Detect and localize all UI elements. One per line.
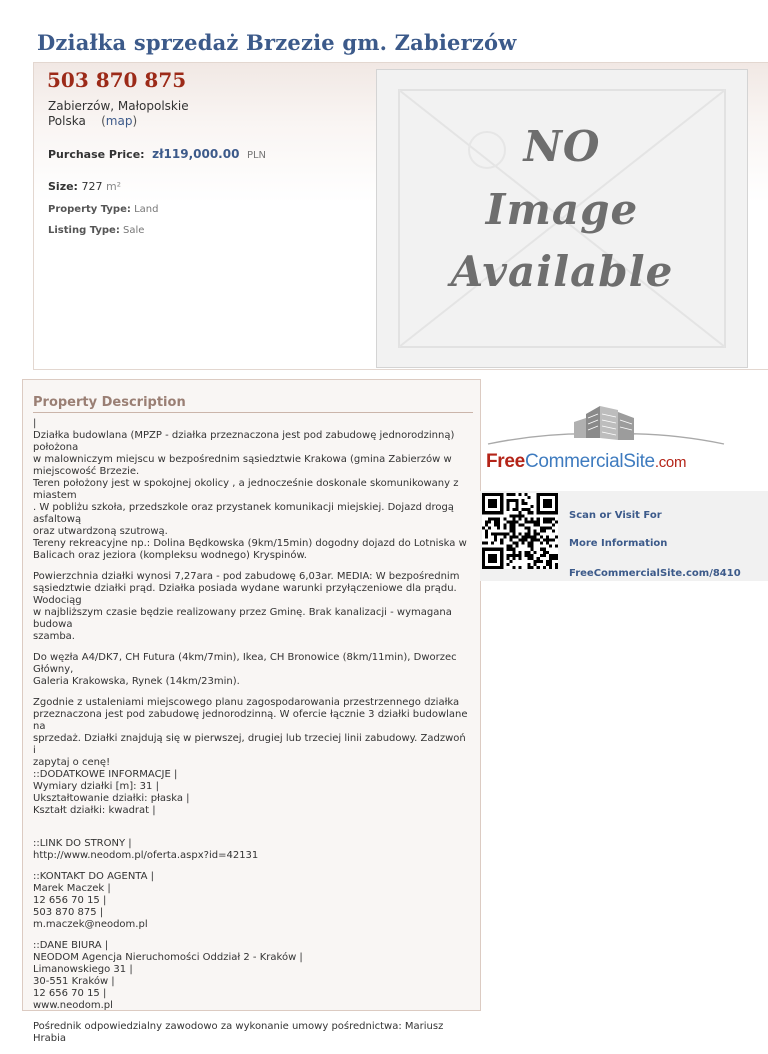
description-line: zapytaj o cenę! — [33, 757, 111, 768]
size-unit: m² — [105, 180, 122, 193]
listing-type-label: Listing Type: — [48, 225, 120, 236]
listing-city-region: Zabierzów, Małopolskie — [48, 99, 189, 113]
description-line: 12 656 70 15 | — [33, 988, 107, 999]
description-line: sąsiedztwie działki prąd. Działka posiada wydane warunki przyłączeniowe dla prądu. Wodociąg — [33, 583, 457, 606]
description-line: Marek Maczek | — [33, 883, 111, 894]
description-line: Zgodnie z ustaleniami miejscowego planu zagospodarowania przestrzennego działka — [33, 697, 460, 708]
description-line: szamba. — [33, 631, 75, 642]
description-paragraph — [33, 418, 471, 562]
price-value: zł119,000.00 — [152, 147, 240, 161]
description-line: . W pobliżu szkoła, przedszkole oraz przystanek komunikacji miejskiej. Dojazd drogą asfaltową — [33, 502, 454, 525]
no-image-text-3: Available — [450, 247, 674, 296]
description-line: m.maczek@neodom.pl — [33, 919, 148, 930]
lot-size — [48, 180, 121, 193]
size-value: 727 — [81, 180, 103, 193]
description-line: ::LINK DO STRONY | — [33, 838, 132, 849]
property-description-body — [33, 418, 471, 1054]
description-line: http://www.neodom.pl/oferta.aspx?id=42131 — [33, 850, 259, 861]
listing-phone: 503 870 875 — [47, 68, 187, 92]
description-paragraph — [33, 871, 471, 931]
description-line: ::KONTAKT DO AGENTA | — [33, 871, 155, 882]
description-paragraph — [33, 697, 471, 817]
map-close-paren: ) — [132, 114, 138, 128]
listing-country: Polska — [48, 114, 86, 128]
description-line: 12 656 70 15 | — [33, 895, 107, 906]
description-line: www.neodom.pl — [33, 1000, 113, 1011]
property-description-heading: Property Description — [33, 395, 473, 413]
listing-type-value: Sale — [123, 225, 145, 236]
description-paragraph — [33, 1021, 471, 1045]
description-line: ::DANE BIURA | — [33, 940, 109, 951]
map-open-paren: ( — [101, 114, 106, 128]
description-line: ::DODATKOWE INFORMACJE | — [33, 769, 178, 780]
description-line: 30-551 Kraków | — [33, 976, 115, 987]
page-title: Działka sprzedaż Brzezie gm. Zabierzów — [37, 30, 517, 55]
description-paragraph — [33, 571, 471, 643]
description-line: Tereny rekreacyjne np.: Dolina Będkowska (9km/15min) dogodny dojazd do Lotniska w — [33, 538, 467, 549]
logo-dotcom: .com — [654, 454, 687, 471]
description-line: miejscowość Brzezie. — [33, 466, 140, 477]
description-paragraph — [33, 838, 471, 862]
description-line: Wymiary działki [m]: 31 | — [33, 781, 159, 792]
scan-text-2: More Information — [569, 538, 668, 549]
no-image-text-2: Image — [485, 185, 639, 234]
scan-text-1: Scan or Visit For — [569, 510, 662, 521]
description-line: Pośrednik odpowiedzialny zawodowo za wykonanie umowy pośrednictwa: Mariusz Hrabia — [33, 1021, 444, 1044]
description-line: w najbliższym czasie będzie realizowany przez Gminę. Brak kanalizacji - wymagana budowa — [33, 607, 452, 630]
freecommercialsite-logo[interactable] — [486, 451, 686, 473]
description-line: Teren położony jest w spokojnej okolicy , a jednocześnie doskonale skomunikowany z miastem — [33, 478, 459, 501]
property-type-value: Land — [134, 204, 159, 215]
description-line: NEODOM Agencja Nieruchomości Oddział 2 - Kraków | — [33, 952, 303, 963]
logo-commercialsite: CommercialSite — [524, 451, 655, 472]
price-currency: PLN — [246, 150, 267, 161]
logo-free: Free — [486, 451, 525, 472]
description-line: Do węzła A4/DK7, CH Futura (4km/7min), Ikea, CH Bronowice (8km/11min), Dworzec Główny, — [33, 652, 457, 675]
property-type — [48, 204, 158, 215]
description-line: Galeria Krakowska, Rynek (14km/23min). — [33, 676, 240, 687]
description-line: Powierzchnia działki wynosi 7,27ara - pod zabudowę 6,03ar. MEDIA: W bezpośrednim — [33, 571, 460, 582]
price-label: Purchase Price: — [48, 148, 145, 161]
description-line: Ukształtowanie działki: płaska | — [33, 793, 190, 804]
description-line: w malowniczym miejscu w bezpośrednim sąsiedztwie Krakowa (gmina Zabierzów w — [33, 454, 452, 465]
purchase-price — [48, 147, 266, 161]
description-line: Balicach oraz jeziora (kompleksu wodnego) Kryspinów. — [33, 550, 307, 561]
listing-country-line — [48, 114, 137, 128]
description-line: | — [33, 418, 37, 429]
description-paragraph — [33, 940, 471, 1012]
description-line: sprzedaż. Działki znajdują się w pierwszej, drugiej lub trzeciej linii zabudowy. Zadzwoń i — [33, 733, 466, 756]
description-paragraph — [33, 652, 471, 688]
listing-type — [48, 225, 144, 236]
size-label: Size: — [48, 180, 78, 193]
qr-code-icon[interactable] — [482, 493, 558, 569]
description-line: 503 870 875 | — [33, 907, 104, 918]
map-link[interactable]: map — [105, 114, 133, 128]
property-type-label: Property Type: — [48, 204, 131, 215]
description-line: przeznaczona jest pod zabudowę jednorodzinną. W ofercie łącznie 3 działki budowlane na — [33, 709, 468, 732]
description-line: Limanowskiego 31 | — [33, 964, 133, 975]
description-line: Działka budowlana (MPZP - działka przeznaczona jest pod zabudowę jednorodzinną) położona — [33, 430, 455, 453]
description-line: Kształt działki: kwadrat | — [33, 805, 156, 816]
no-image-placeholder — [376, 69, 748, 368]
scan-url[interactable]: FreeCommercialSite.com/8410 — [569, 568, 741, 579]
no-image-text-1: NO — [523, 122, 601, 171]
description-line: oraz utwardzoną szutrową. — [33, 526, 168, 537]
